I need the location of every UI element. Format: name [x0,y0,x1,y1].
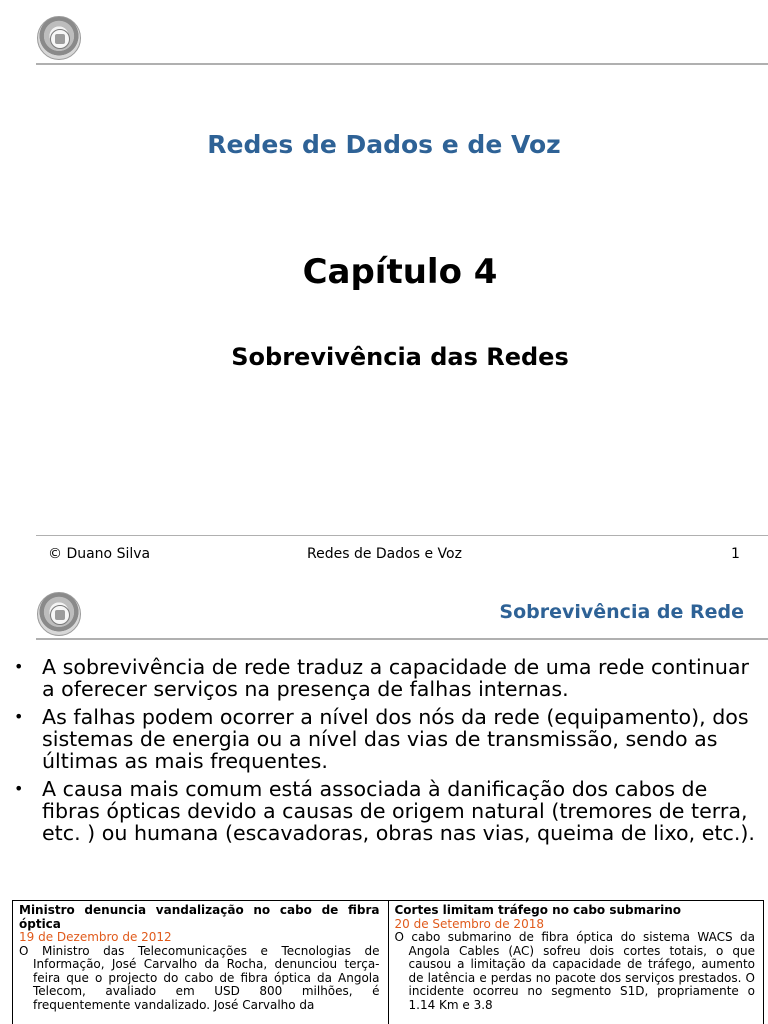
slide1-header-rule [36,63,768,65]
news-body: O cabo submarino de fibra óptica do sistema WACS da Angola Cables (AC) sofreu dois cortes totais, o que causou a limitação da capacidade de tráfego, aumento de latência e perdas no pacote dos serviços prestados. O incidente ocorreu no segmento S1D, propriamente o 1.14 Km e 3.8 [394,930,755,1012]
news-column-left [13,901,388,1024]
bullet-icon: • [14,707,24,726]
news-date: 19 de Dezembro de 2012 [19,930,172,944]
footer-author: © Duano Silva [48,546,151,562]
institution-seal-icon [37,592,81,636]
news-clippings-table [12,900,764,1024]
bullet-item: • A sobrevivência de rede traduz a capacidade de uma rede continuar a oferecer serviços na presença de falhas internas. [14,655,749,701]
bullet-item: • As falhas podem ocorrer a nível dos nós da rede (equipamento), dos sistemas de energia ou a nível das vias de transmissão, sendo as últimas as mais frequentes. [14,705,749,773]
institution-seal-icon [37,16,81,60]
news-headline: Ministro denuncia vandalização no cabo de fibra óptica [19,903,380,931]
slide1-chapter-title: Capítulo 4 [302,252,498,292]
slide2-header-rule [36,638,768,640]
news-headline: Cortes limitam tráfego no cabo submarino [394,903,682,917]
footer-course: Redes de Dados e Voz [307,546,462,562]
footer-page-number: 1 [731,546,740,562]
bullet-icon: • [14,779,24,798]
slide2-title: Sobrevivência de Rede [499,601,744,623]
slide1-subject-title: Redes de Dados e de Voz [207,130,561,159]
bullet-list [12,656,762,850]
news-body: O Ministro das Telecomunicações e Tecnologias de Informação, José Carvalho da Rocha, denunciou terça-feira que o projecto do cabo de fibra óptica da Angola Telecom, avaliado em USD 800 milhões, é frequentemente vandalizado. José Carvalho da [19,943,380,1012]
news-date: 20 de Setembro de 2018 [394,916,544,931]
bullet-icon: • [14,657,24,676]
slide1-subtitle: Sobrevivência das Redes [231,343,569,371]
news-column-right [388,901,764,1024]
slide1-footer-rule [36,535,768,536]
bullet-item: • A causa mais comum está associada à danificação dos cabos de fibras ópticas devido a causas de origem natural (tremores de terra, etc. ) ou humana (escavadoras, obras nas vias, queima de lixo, etc.). [14,777,755,845]
